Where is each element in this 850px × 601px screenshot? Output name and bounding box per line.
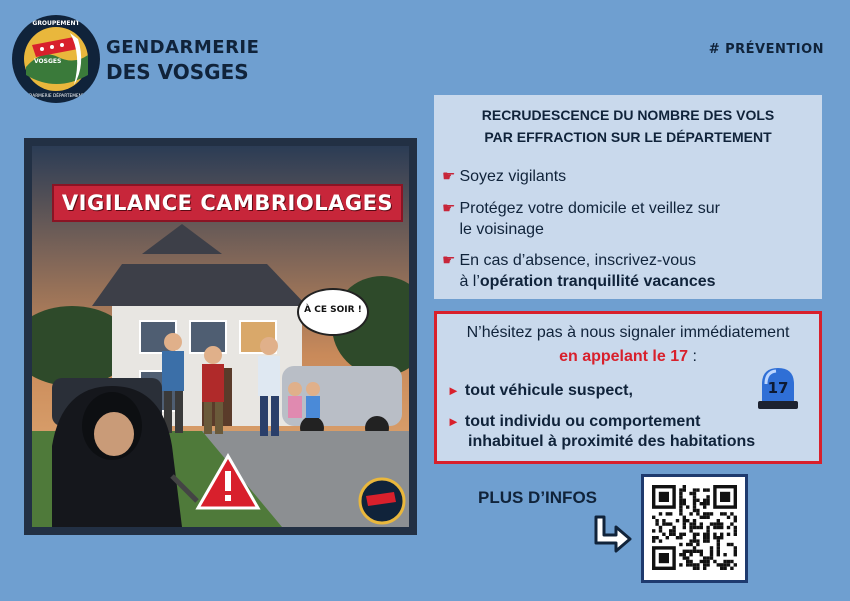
qr-code-icon [644,477,745,580]
brand-line1: GENDARMERIE [106,37,260,58]
poster-frame [24,138,417,535]
logo-bottom-text: GENDARMERIE DÉPARTEMENTALE [19,94,93,99]
logo-top-text: GROUPEMENT [32,20,80,27]
bullet-text-line2: le voisinage [459,221,544,238]
speech-bubble: À CE SOIR ! [297,288,369,336]
alert-item-2 [447,412,755,452]
alert-item-1 [447,381,633,401]
bullet-text-prefix: à l’ [459,273,480,290]
info-bullet-2 [442,198,720,240]
poster-illustration [32,146,409,527]
info-title [434,104,822,148]
gendarmerie-logo [12,15,100,103]
pointing-hand-icon: ☛ [442,168,456,185]
red-arrow-icon: ► [447,414,460,429]
bullet-text-line1: En cas d’absence, inscrivez-vous [459,252,697,269]
logo-emblem-icon [12,15,100,103]
info-bullet-3 [442,250,716,292]
pointing-hand-icon: ☛ [442,252,456,269]
turn-right-arrow-icon [590,515,632,553]
bullet-text-bold: opération tranquillité vacances [479,273,716,290]
info-title-line1: RECRUDESCENCE DU NOMBRE DES VOLS [481,107,775,123]
bullet-text-line1: Protégez votre domicile et veillez sur [459,200,721,217]
bullet-text: Soyez vigilants [459,168,567,185]
info-panel [434,95,822,299]
siren-17-icon [756,364,800,410]
pointing-hand-icon: ☛ [442,200,456,217]
siren-number: 17 [767,379,789,397]
info-bullet-1 [442,166,566,187]
alert-item-text-line1: tout individu ou comportement [464,413,701,430]
hashtag-label: # PRÉVENTION [708,42,824,57]
brand-title [106,36,259,84]
info-title-line2: PAR EFFRACTION SUR LE DÉPARTEMENT [484,129,772,145]
alert-item-text-line2: inhabituel à proximité des habitations [468,433,756,450]
qr-code[interactable] [641,474,748,583]
red-arrow-icon: ► [447,383,460,398]
poster-banner: VIGILANCE CAMBRIOLAGES [52,184,403,222]
alert-call-suffix: : [688,348,697,365]
logo-side-text: VOSGES [34,58,62,65]
more-info-label: PLUS D’INFOS [478,488,598,507]
alert-intro: N’hésitez pas à nous signaler immédiatement [466,324,790,341]
brand-line2: DES VOSGES [106,60,249,84]
alert-call-17: en appelant le 17 [559,348,689,365]
alert-item-text: tout véhicule suspect, [464,382,633,399]
